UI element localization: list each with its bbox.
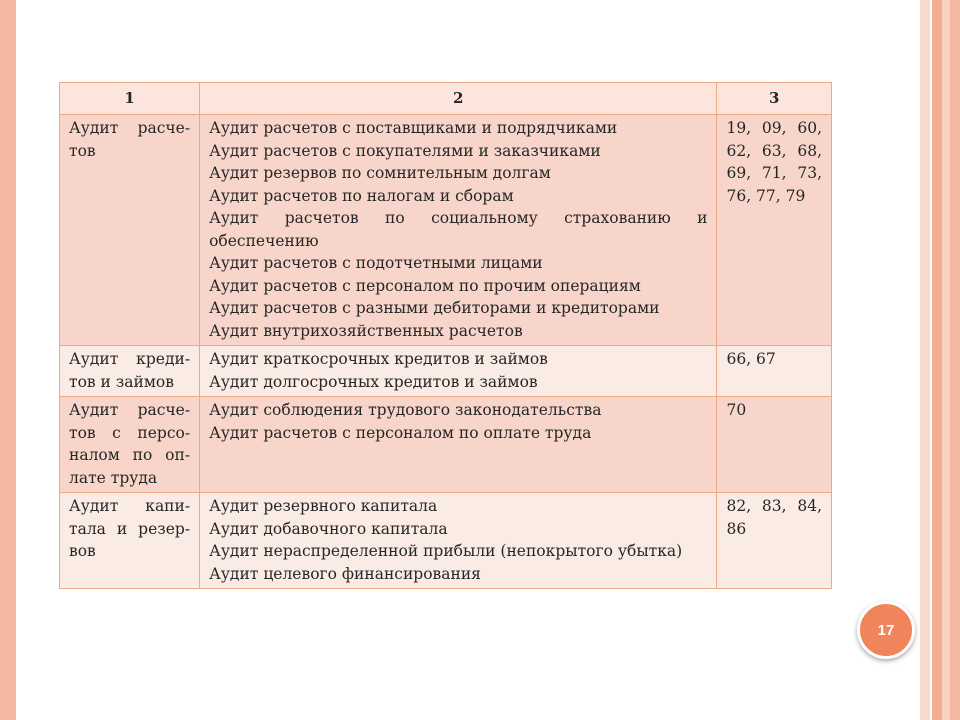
- list-item: Аудит резервного капитала: [209, 497, 438, 515]
- category-cell: Аудит капи-тала и резер-вов: [60, 493, 200, 589]
- list-item: Аудит внутрихозяйственных расчетов: [209, 321, 523, 340]
- list-item: Аудит резервов по сомнительным долгам: [209, 164, 551, 182]
- items-cell: [200, 346, 717, 397]
- list-item: Аудит расчетов по налогам и сборам: [209, 186, 514, 205]
- table-row: [60, 115, 832, 346]
- list-item: Аудит расчетов с поставщиками и подрядчиками: [209, 119, 618, 137]
- items-cell: [200, 397, 717, 493]
- category-cell: Аудит расче-тов с персо-налом по оп-лате труда: [60, 397, 200, 493]
- list-item: Аудит расчетов по социальному страхованию и обеспечению: [209, 209, 708, 250]
- list-item: Аудит расчетов с подотчетными лицами: [209, 254, 543, 272]
- table-row: [60, 493, 832, 589]
- list-item: Аудит краткосрочных кредитов и займов: [209, 350, 548, 368]
- list-item: Аудит добавочного капитала: [209, 519, 448, 538]
- page-number-badge: 17: [857, 601, 915, 659]
- table-row: [60, 397, 832, 493]
- header-cell-1: 1: [60, 83, 200, 115]
- audit-table: [59, 82, 832, 589]
- accounts-cell: 66, 67: [717, 346, 832, 397]
- left-border-stripe: [0, 0, 16, 720]
- list-item: Аудит долгосрочных кредитов и займов: [209, 372, 538, 391]
- list-item: Аудит расчетов с персоналом по оплате труда: [209, 423, 592, 442]
- header-cell-2: 2: [200, 83, 717, 115]
- list-item: Аудит расчетов с покупателями и заказчиками: [209, 141, 601, 160]
- list-item: Аудит целевого финансирования: [209, 564, 481, 583]
- table-row: [60, 346, 832, 397]
- list-item: Аудит нераспределенной прибыли (непокрытого убытка): [209, 542, 683, 560]
- list-item: Аудит расчетов с разными дебиторами и кредиторами: [209, 299, 660, 317]
- category-cell: Аудит расче-тов: [60, 115, 200, 346]
- header-row: [60, 83, 832, 115]
- right-border-stripes: [920, 0, 960, 720]
- accounts-cell: 70: [717, 397, 832, 493]
- list-item: Аудит соблюдения трудового законодательства: [209, 401, 602, 419]
- items-cell: [200, 493, 717, 589]
- category-cell: Аудит креди-тов и займов: [60, 346, 200, 397]
- items-cell: [200, 115, 717, 346]
- accounts-cell: 19, 09, 60, 62, 63, 68, 69, 71, 73, 76, 77, 79: [717, 115, 832, 346]
- header-cell-3: 3: [717, 83, 832, 115]
- list-item: Аудит расчетов с персоналом по прочим операциям: [209, 276, 641, 295]
- accounts-cell: 82, 83, 84, 86: [717, 493, 832, 589]
